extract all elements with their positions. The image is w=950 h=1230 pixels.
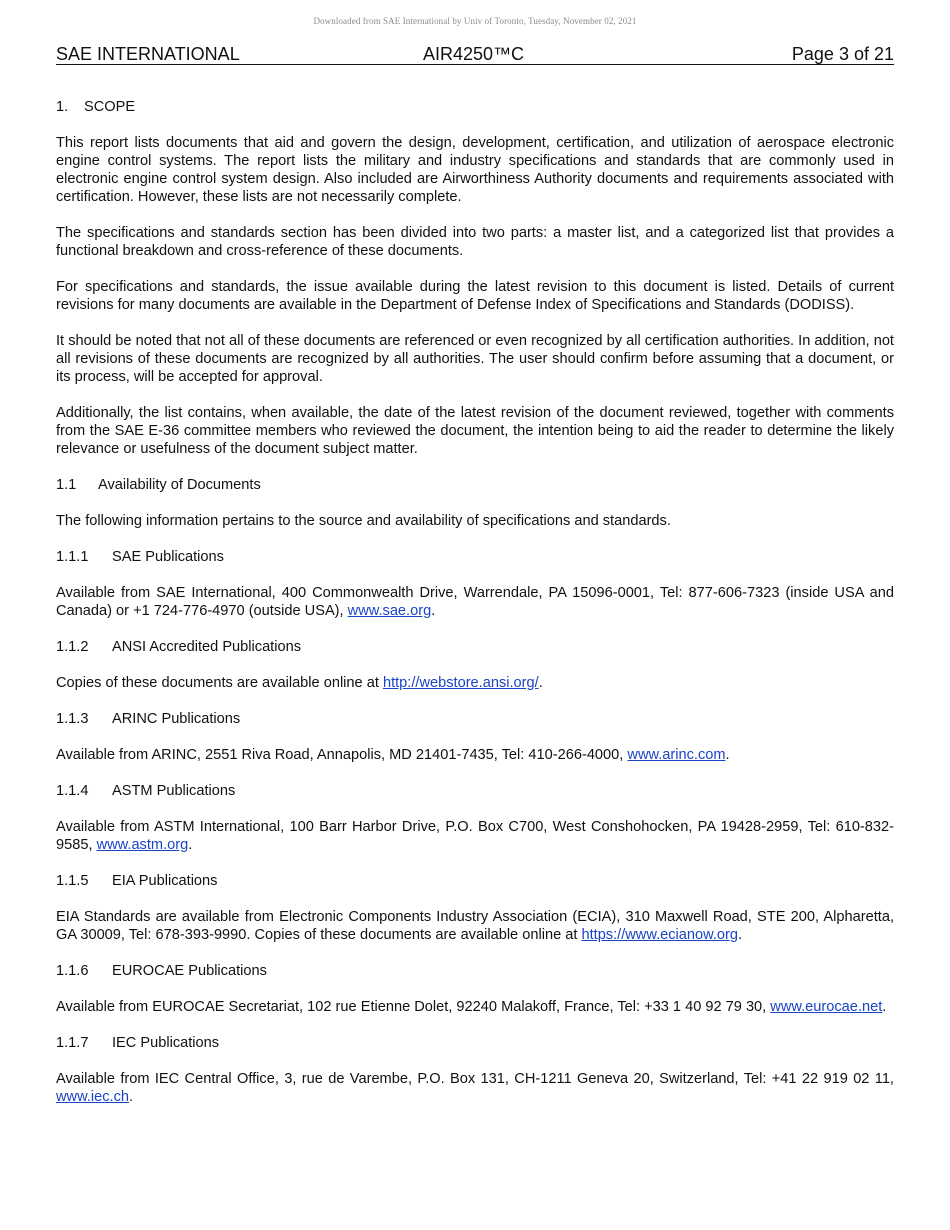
publication-paragraph	[56, 908, 894, 944]
publication-text: Available from IEC Central Office, 3, rue de Varembe, P.O. Box 131, CH-1211 Geneva 20, Switzerland, Tel: +41 22 919 02 11,	[56, 1071, 894, 1087]
publication-link[interactable]: www.eurocae.net	[770, 999, 883, 1015]
section-title: SCOPE	[84, 99, 136, 115]
scope-paragraph: It should be noted that not all of these documents are referenced or even recognized by all certification authorities. In addition, not all revisions of these documents are recognized by all authorities. The user should confirm before assuming that a document, or its process, will be accepted for approval.	[56, 333, 894, 385]
subsection-heading	[56, 1034, 894, 1052]
availability-intro: The following information pertains to the source and availability of specifications and standards.	[56, 513, 671, 529]
publication-link[interactable]: http://webstore.ansi.org/	[382, 675, 539, 691]
header-org: SAE INTERNATIONAL	[56, 44, 240, 64]
subsection-heading	[56, 962, 894, 980]
subsection-heading	[56, 872, 894, 890]
scope-paragraph: This report lists documents that aid and govern the design, development, certification, and utilization of aerospace electronic engine control systems. The report lists the military and industry specifications and standards that are commonly used in electronic engine control system design. Also included are Airworthiness Authority documents and requirements associated with certification. However, these lists are not necessarily complete.	[56, 135, 894, 205]
publication-text: EIA Standards are available from Electronic Components Industry Association (ECIA), 310 Maxwell Road, STE 200, Alpharetta, GA 30009, Tel: 678-393-9990. Copies of these documents are available online at	[56, 909, 894, 943]
publication-text: Available from ARINC, 2551 Riva Road, Annapolis, MD 21401-7435, Tel: 410-266-4000,	[56, 747, 628, 763]
publication-text: Available from EUROCAE Secretariat, 102 rue Etienne Dolet, 92240 Malakoff, France, Tel: +33 1 40 92 79 30,	[56, 999, 771, 1015]
subsection-number: 1.1.6	[56, 963, 89, 979]
publication-suffix: .	[738, 927, 743, 943]
publication-paragraph	[56, 584, 894, 620]
header-page-number: Page 3 of 21	[791, 44, 894, 64]
scope-paragraph: For specifications and standards, the issue available during the latest revision to this document is listed. Details of current revisions for many documents are available in the Department of Defense Index of Specifications and Standards (DODISS).	[56, 279, 894, 313]
subsection-number: 1.1.3	[56, 711, 89, 727]
publication-link[interactable]: https://www.ecianow.org	[581, 927, 739, 943]
subsection-heading	[56, 710, 894, 728]
publication-paragraph	[56, 818, 894, 854]
subsection-title: EUROCAE Publications	[112, 963, 267, 979]
subsection-number: 1.1.4	[56, 783, 89, 799]
publication-paragraph	[56, 674, 894, 692]
publication-paragraph	[56, 998, 894, 1016]
scope-paragraph: The specifications and standards section has been divided into two parts: a master list, and a categorized list that provides a functional breakdown and cross-reference of these documents.	[56, 225, 894, 259]
publication-link[interactable]: www.iec.ch	[56, 1089, 129, 1105]
header-doc-id: AIR4250™C	[423, 44, 525, 64]
document-body	[56, 98, 894, 1124]
publication-link[interactable]: www.sae.org	[347, 603, 432, 619]
publication-suffix: .	[188, 837, 193, 853]
publication-link[interactable]: www.arinc.com	[627, 747, 726, 763]
subsection-number: 1.1.5	[56, 873, 89, 889]
publication-suffix: .	[431, 603, 436, 619]
subsection-title: EIA Publications	[112, 873, 218, 889]
publication-link[interactable]: www.astm.org	[96, 837, 189, 853]
section-heading-availability	[56, 476, 894, 494]
section-number: 1.1	[56, 477, 77, 493]
section-heading-scope	[56, 98, 894, 116]
subsection-number: 1.1.2	[56, 639, 89, 655]
subsection-title: SAE Publications	[112, 549, 224, 565]
download-watermark: Downloaded from SAE International by Univ of Toronto, Tuesday, November 02, 2021	[313, 16, 637, 26]
publication-text: Available from ASTM International, 100 Barr Harbor Drive, P.O. Box C700, West Conshohocken, PA 19428-2959, Tel: 610-832-9585,	[56, 819, 894, 853]
scope-paragraph: Additionally, the list contains, when available, the date of the latest revision of the document reviewed, together with comments from the SAE E-36 committee members who reviewed the document, the intention being to aid the reader to determine the likely relevance or usefulness of the document subject matter.	[56, 405, 894, 457]
publication-suffix: .	[538, 675, 543, 691]
section-title: Availability of Documents	[98, 477, 261, 493]
subsection-heading	[56, 782, 894, 800]
page-header	[56, 43, 894, 65]
section-number: 1.	[56, 99, 69, 115]
publication-suffix: .	[129, 1089, 134, 1105]
publication-paragraph	[56, 746, 894, 764]
subsection-heading	[56, 638, 894, 656]
publication-suffix: .	[882, 999, 887, 1015]
subsection-title: IEC Publications	[112, 1035, 220, 1051]
publication-text: Available from SAE International, 400 Commonwealth Drive, Warrendale, PA 15096-0001, Tel: 877-606-7323 (inside USA and Canada) or +1 724-776-4970 (outside USA),	[56, 585, 894, 619]
publications-list	[56, 548, 894, 1106]
subsection-number: 1.1.1	[56, 549, 89, 565]
publication-paragraph	[56, 1070, 894, 1106]
subsection-title: ARINC Publications	[112, 711, 241, 727]
publication-suffix: .	[725, 747, 730, 763]
subsection-heading	[56, 548, 894, 566]
publication-text: Copies of these documents are available online at	[56, 675, 383, 691]
subsection-number: 1.1.7	[56, 1035, 89, 1051]
subsection-title: ASTM Publications	[112, 783, 236, 799]
subsection-title: ANSI Accredited Publications	[112, 639, 302, 655]
